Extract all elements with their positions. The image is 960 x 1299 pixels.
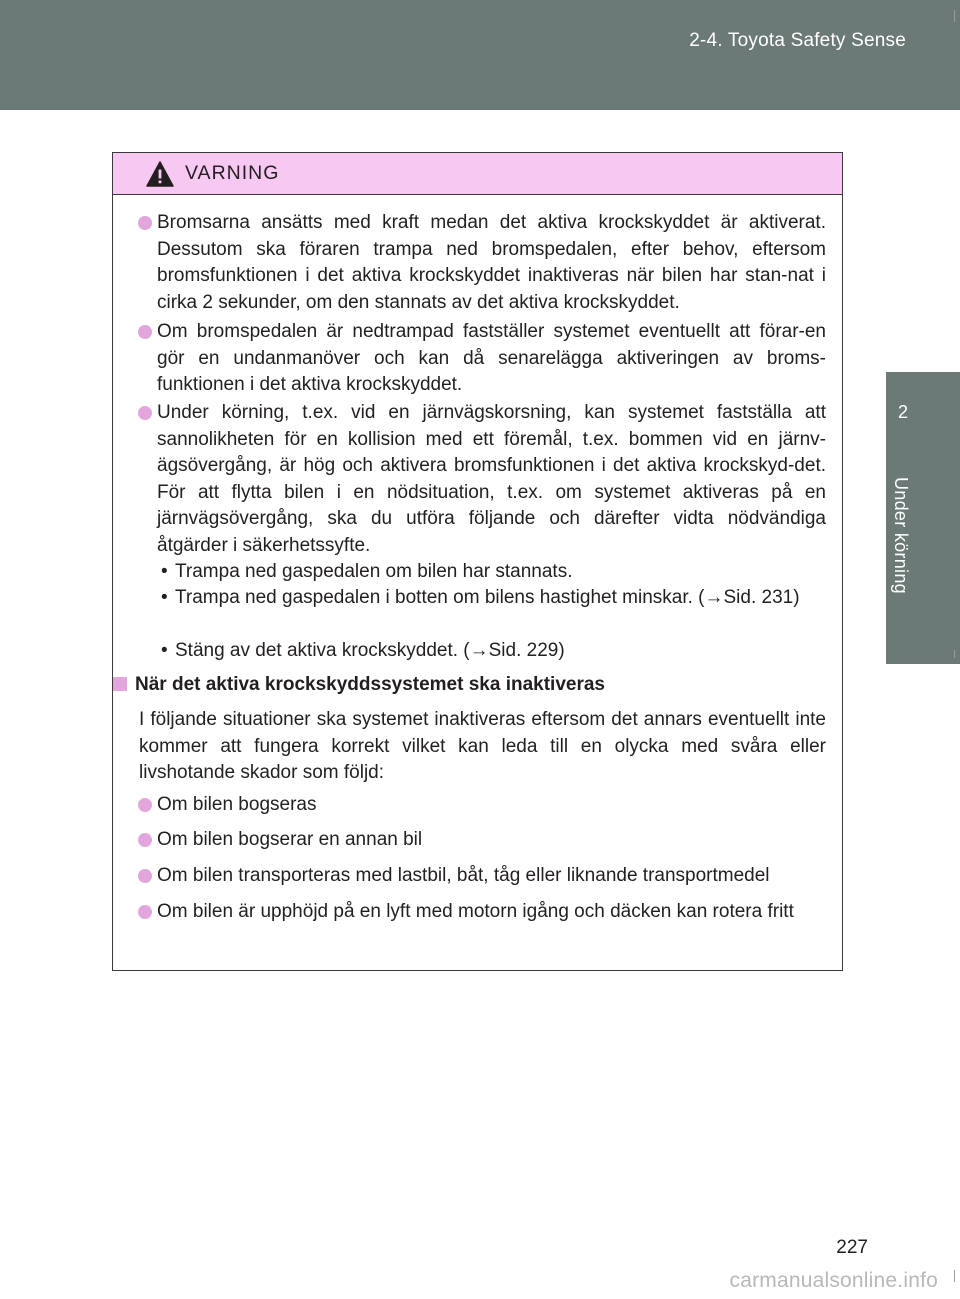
- bullet-text: Om bilen transporteras med lastbil, båt, tåg eller liknande transportmedel: [157, 865, 770, 886]
- crop-mark: [954, 650, 955, 658]
- bullet-text: Om bilen är upphöjd på en lyft med motorn igång och däcken kan rotera fritt: [157, 901, 794, 922]
- section-paragraph: I följande situationer ska systemet inaktiveras eftersom det annars eventuellt inte kommer att fungera korrekt vilket kan leda till en olycka med svåra eller livshotande skador som följd:: [139, 709, 826, 783]
- warning-header: [113, 153, 842, 195]
- crop-mark: [954, 10, 955, 22]
- sub-bullet-marker: •: [161, 640, 168, 661]
- bullet-dot-icon: [138, 406, 152, 420]
- warning-triangle-icon: [146, 161, 174, 187]
- header-band: [0, 0, 960, 110]
- bullet-dot-icon: [138, 905, 152, 919]
- bullet-dot-icon: [138, 869, 152, 883]
- section-title: 2-4. Toyota Safety Sense: [689, 30, 906, 51]
- sub-bullet-marker: •: [161, 587, 168, 608]
- sub-item-text: Trampa ned gaspedalen i botten om bilens hastighet minskar. (→Sid. 231): [175, 587, 800, 608]
- warning-bullet: [139, 400, 826, 559]
- bullet-text: Under körning, t.ex. vid en järnvägskorsning, kan systemet fastställa att sannolikheten för en kollision med ett föremål, t.ex. bommen vid en järnv-ägsövergång, är hög och aktivera bromsfunktionen i det aktiva krockskyd-det. För att flytta bilen i en nödsituation, t.ex. om systemet aktiveras på en järnvägsövergång, ska du utföra följande och därefter vidta nödvändiga åtgärder i säkerhetssyfte.: [157, 402, 826, 556]
- condition-bullet: [139, 863, 826, 890]
- bullet-dot-icon: [138, 798, 152, 812]
- chapter-number: 2: [897, 402, 908, 422]
- watermark: carmanualsonline.info: [729, 1269, 938, 1292]
- chapter-label: Under körning: [891, 477, 911, 594]
- warning-title: VARNING: [185, 162, 280, 184]
- bullet-dot-icon: [138, 216, 152, 230]
- bullet-dot-icon: [138, 325, 152, 339]
- condition-bullet: [139, 899, 826, 926]
- warning-box: [112, 152, 843, 971]
- bullet-text: Bromsarna ansätts med kraft medan det aktiva krockskyddet är aktiverat. Dessutom ska föraren trampa ned bromspedalen, efter behov, eftersom bromsfunktionen i det aktiva krockskyddet inaktiveras när bilen har stan-nat i cirka 2 sekunder, om den stannats av det aktiva krockskyddet.: [157, 212, 826, 313]
- crop-mark: [954, 1270, 955, 1282]
- section-heading-text: När det aktiva krockskyddssystemet ska inaktiveras: [135, 674, 605, 695]
- sub-item-text: Trampa ned gaspedalen om bilen har stannats.: [175, 561, 573, 582]
- bullet-text: Om bilen bogseras: [157, 794, 317, 815]
- sub-item-text: Stäng av det aktiva krockskyddet. (→Sid. 229): [175, 640, 565, 661]
- warning-bullet: [139, 210, 826, 316]
- sub-list-item: [157, 638, 826, 665]
- chapter-tab: [886, 372, 960, 664]
- condition-bullet: [139, 792, 826, 819]
- warning-bullet: [139, 319, 826, 399]
- sub-list-item: [157, 559, 826, 586]
- page-number: 227: [836, 1237, 868, 1258]
- sub-list-item: [157, 585, 826, 612]
- square-bullet-icon: [113, 677, 127, 691]
- bullet-text: Om bromspedalen är nedtrampad fastställer systemet eventuellt att förar-en gör en undanmanöver och kan då senarelägga aktiveringen av broms-funktionen i det aktiva krockskyddet.: [157, 321, 826, 395]
- bullet-dot-icon: [138, 833, 152, 847]
- sub-bullet-marker: •: [161, 561, 168, 582]
- bullet-text: Om bilen bogserar en annan bil: [157, 829, 423, 850]
- condition-bullet: [139, 827, 826, 854]
- section-heading: [113, 672, 833, 699]
